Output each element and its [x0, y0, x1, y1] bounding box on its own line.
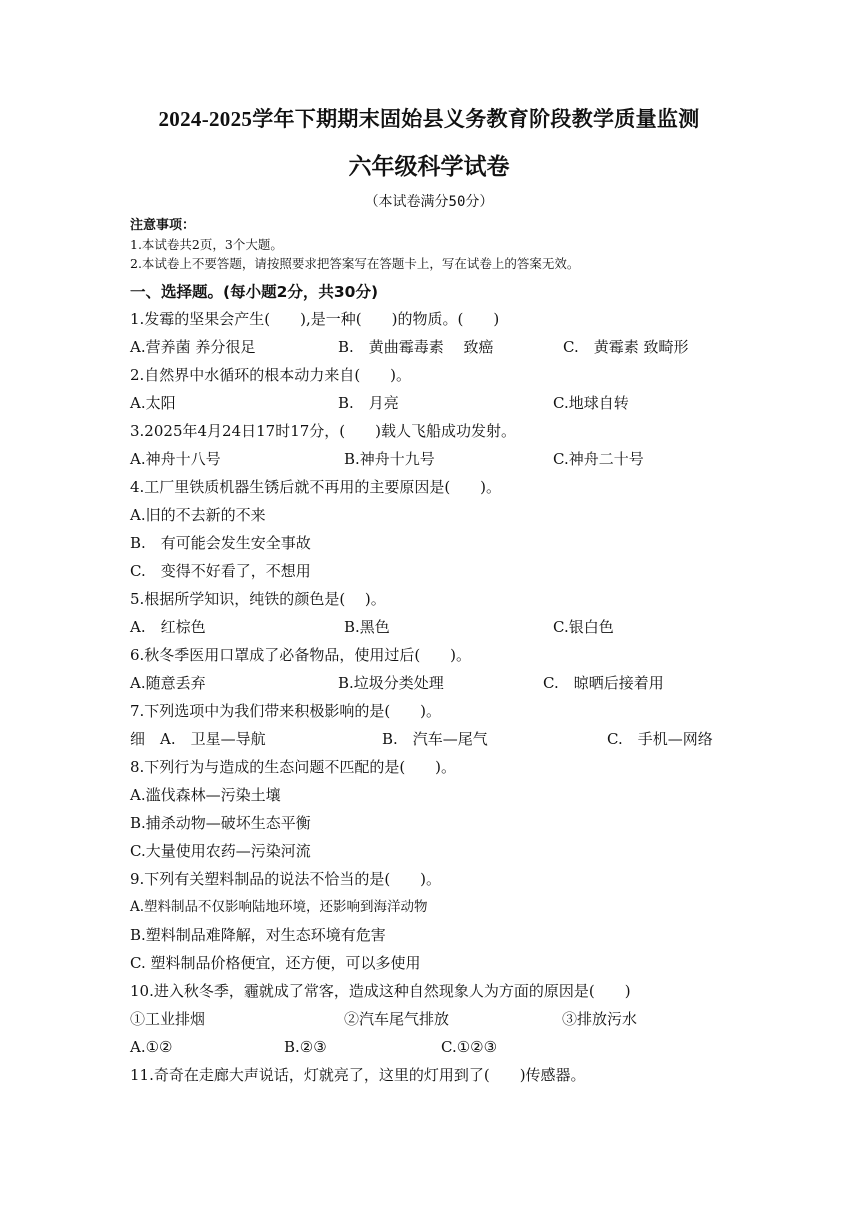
option-c: C.银白色	[553, 618, 614, 636]
options-row	[130, 1033, 728, 1061]
question-stem: 11.奇奇在走廊大声说话，灯就亮了，这里的灯用到了( )传感器。	[130, 1066, 586, 1084]
option-b: B.②③	[284, 1038, 327, 1056]
item-3: ③排放污水	[562, 1010, 638, 1028]
option-c: C. 手机—网络	[607, 730, 713, 748]
option-a: A. 红棕色	[130, 618, 206, 636]
section-heading: 一、选择题。(每小题2分，共30分)	[130, 283, 379, 301]
question-stem: 2.自然界中水循环的根本动力来自( )。	[130, 366, 412, 384]
question-stem: 9.下列有关塑料制品的说法不恰当的是( )。	[130, 870, 442, 888]
exam-subtitle: 六年级科学试卷	[348, 154, 510, 179]
question-stem: 8.下列行为与造成的生态问题不匹配的是( )。	[130, 758, 457, 776]
option-a: A.随意丢弃	[130, 674, 206, 692]
notes-item: 1.本试卷共2页，3个大题。	[130, 237, 283, 252]
option-c: C.①②③	[441, 1038, 498, 1056]
question-stem: 3.2025年4月24日17时17分，( )载人飞船成功发射。	[130, 422, 516, 440]
option-c: C. 黄霉素 致畸形	[563, 338, 689, 356]
option-b: B. 汽车—尾气	[382, 730, 488, 748]
notes-heading: 注意事项：	[130, 218, 196, 233]
option-a: A.①②	[130, 1038, 173, 1056]
option-b: B.黑色	[344, 618, 390, 636]
notes-block	[130, 216, 728, 273]
option-a: A.滥伐森林—污染土壤	[130, 786, 281, 804]
option-a: A.太阳	[130, 394, 176, 412]
option-b: B.神舟十九号	[344, 450, 435, 468]
option-b: B.捕杀动物—破坏生态平衡	[130, 814, 311, 832]
notes-item: 2.本试卷上不要答题，请按照要求把答案写在答题卡上，写在试卷上的答案无效。	[130, 256, 580, 271]
options-row	[130, 613, 728, 641]
option-c: C.神舟二十号	[553, 450, 644, 468]
question-stem: 1.发霉的坚果会产生( ),是一种( )的物质。( )	[130, 310, 500, 328]
option-c: C.大量使用农药—污染河流	[130, 842, 311, 860]
options-row	[130, 445, 728, 473]
item-1: ①工业排烟	[130, 1010, 206, 1028]
question-stem: 7.下列选项中为我们带来积极影响的是( )。	[130, 702, 442, 720]
option-c: C. 晾晒后接着用	[543, 674, 664, 692]
question-stem: 5.根据所学知识，纯铁的颜色是( )。	[130, 590, 386, 608]
option-a: A.神舟十八号	[130, 450, 221, 468]
option-a: A. 卫星—导航	[160, 730, 266, 748]
option-b: B.垃圾分类处理	[338, 674, 444, 692]
options-row	[130, 389, 728, 417]
options-row	[130, 725, 728, 753]
option-a: A.营养菌 养分很足	[130, 338, 256, 356]
option-b: B. 月亮	[338, 394, 399, 412]
question-stem: 4.工厂里铁质机器生锈后就不再用的主要原因是( )。	[130, 478, 502, 496]
score-note: （本试卷满分50分）	[364, 194, 494, 210]
option-b: B. 黄曲霉毒素 致癌	[338, 338, 494, 356]
question-stem: 6.秋冬季医用口罩成了必备物品，使用过后( )。	[130, 646, 472, 664]
item-2: ②汽车尾气排放	[344, 1010, 450, 1028]
items-row	[130, 1005, 728, 1033]
option-a: A.旧的不去新的不来	[130, 506, 266, 524]
option-c: C. 变得不好看了，不想用	[130, 562, 311, 580]
option-c: C.地球自转	[553, 394, 629, 412]
option-b: B.塑料制品难降解，对生态环境有危害	[130, 926, 386, 944]
options-row	[130, 333, 728, 361]
exam-title: 2024-2025学年下期期末固始县义务教育阶段教学质量监测	[158, 107, 700, 131]
option-b: B. 有可能会发生安全事故	[130, 534, 311, 552]
stray-mark: 细	[130, 730, 146, 748]
question-stem: 10.进入秋冬季，霾就成了常客，造成这种自然现象人为方面的原因是( )	[130, 982, 631, 1000]
options-row	[130, 669, 728, 697]
option-c: C. 塑料制品价格便宜，还方便，可以多使用	[130, 954, 421, 972]
option-a: A.塑料制品不仅影响陆地环境，还影响到海洋动物	[130, 899, 428, 915]
